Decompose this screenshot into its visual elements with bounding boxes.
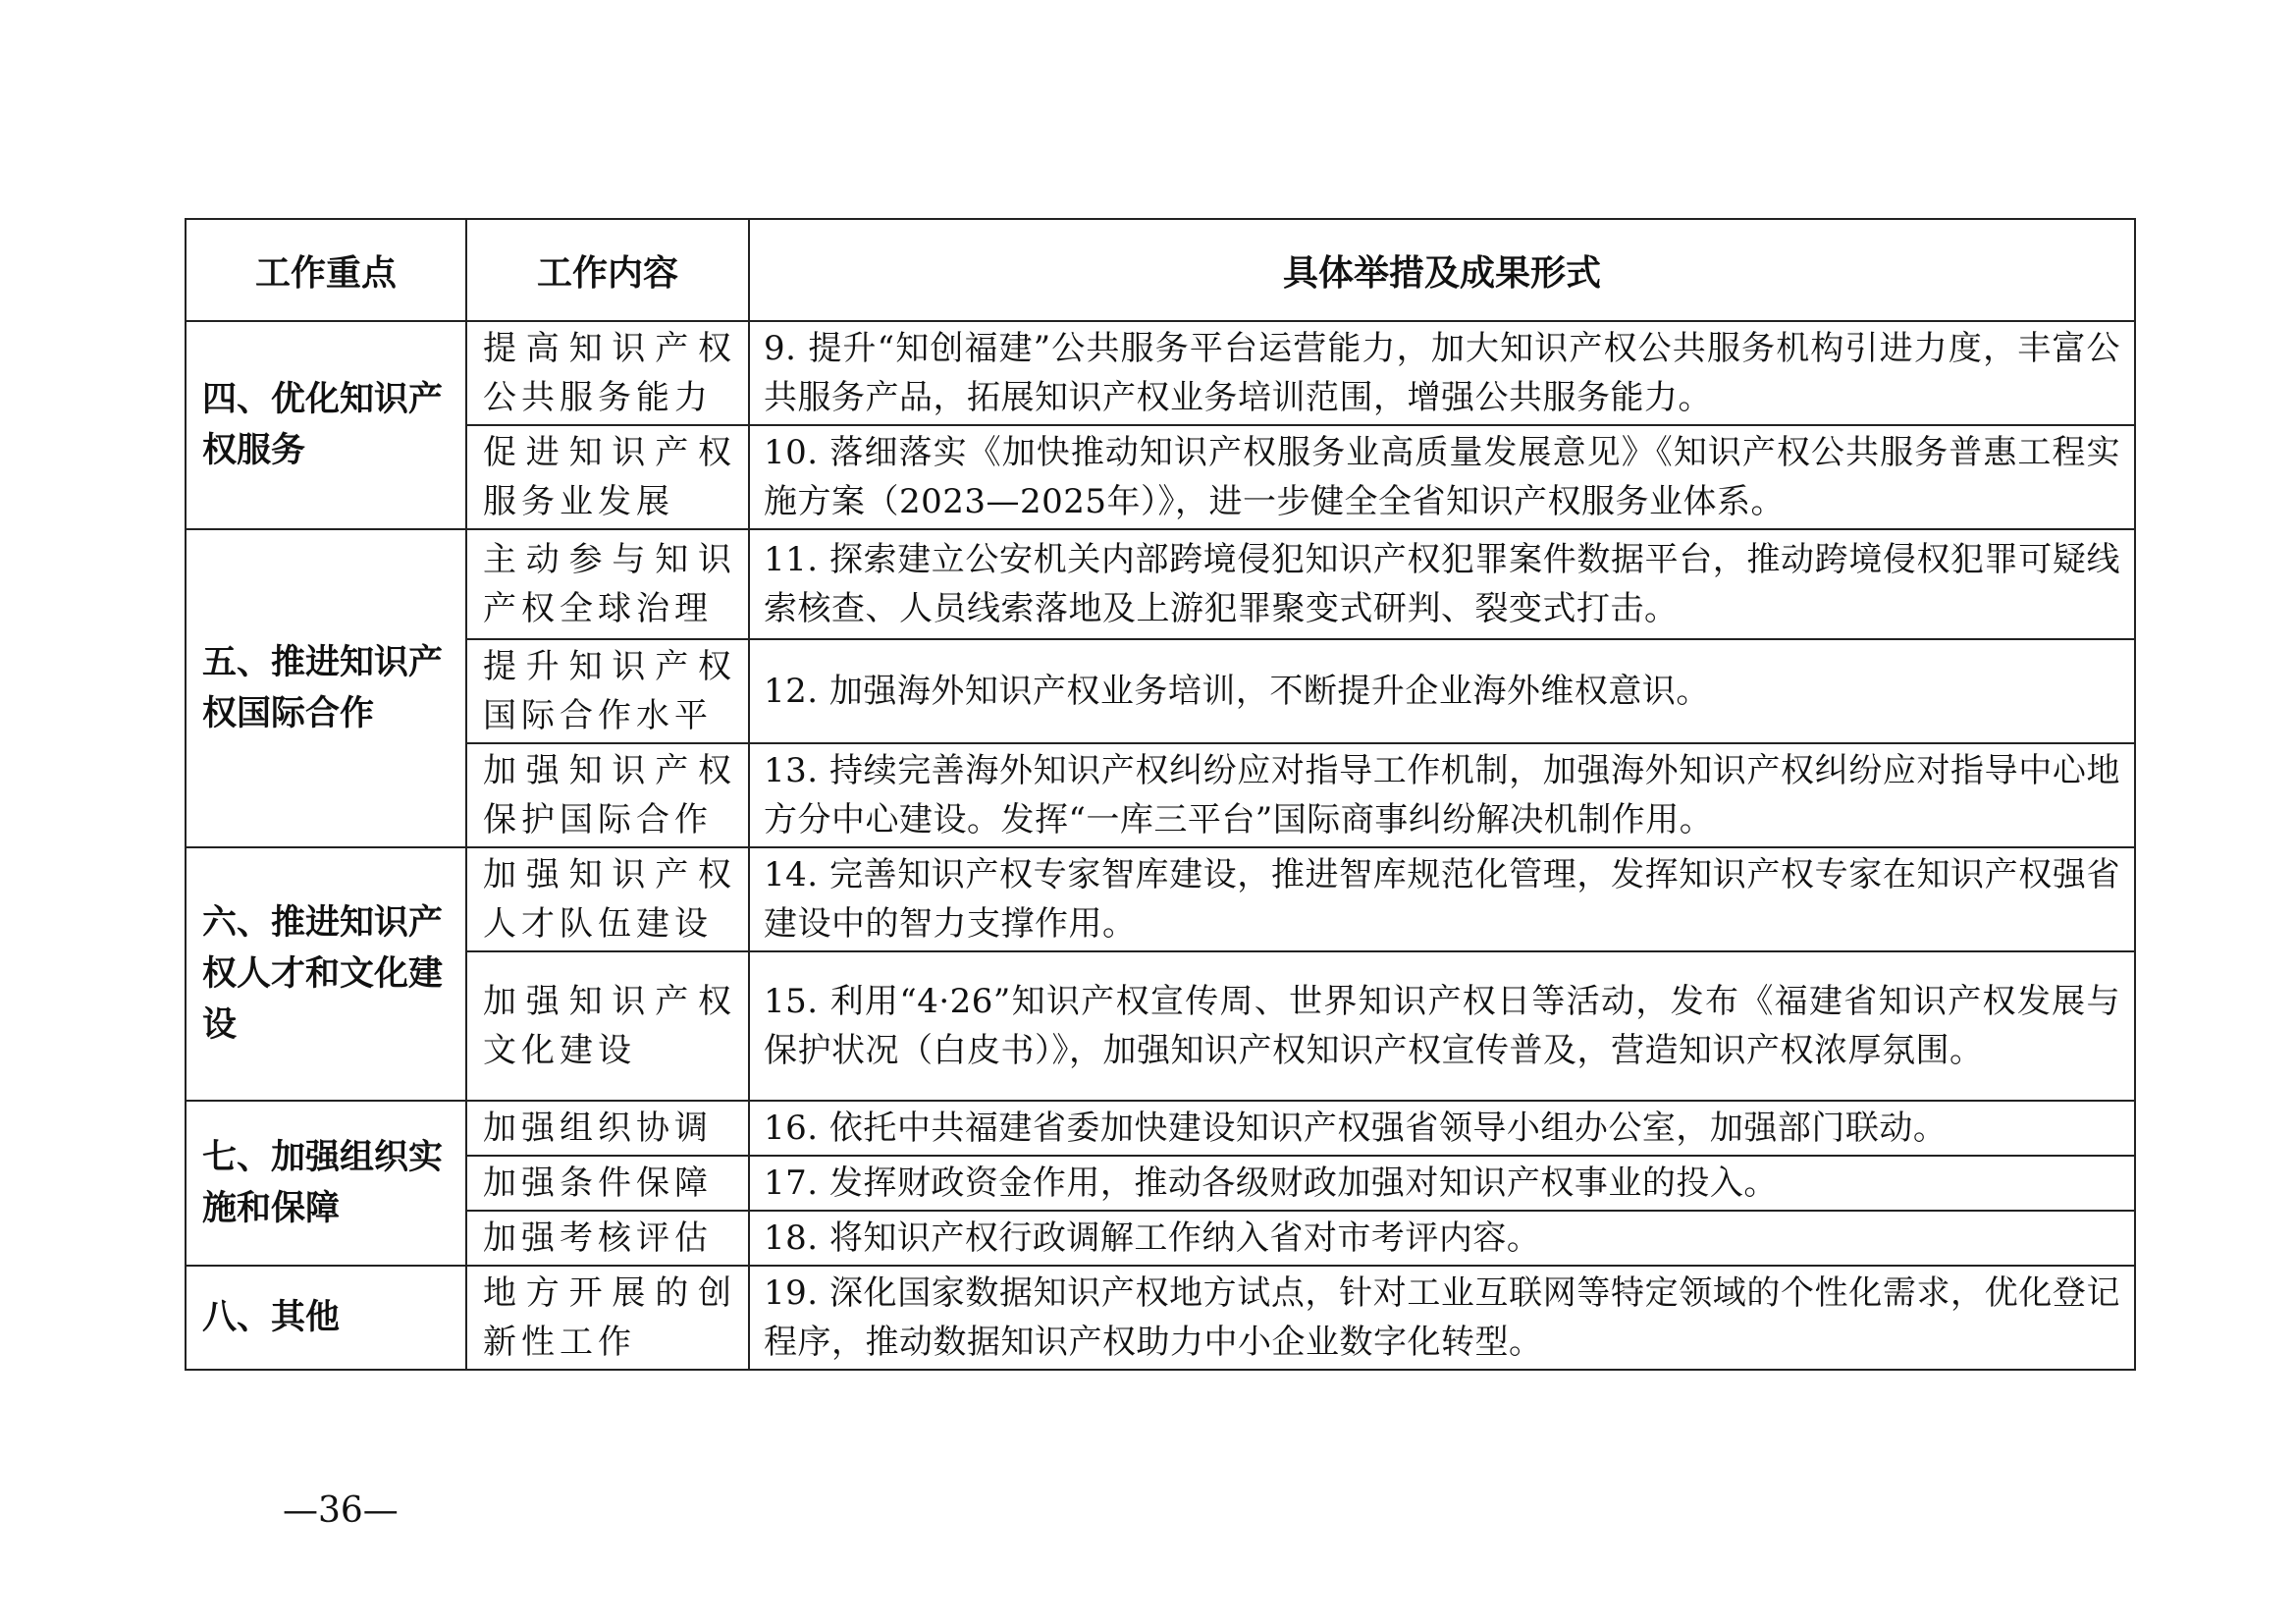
measure-cell: 15. 利用“4·26”知识产权宣传周、世界知识产权日等活动，发布《福建省知识产权发展与保护状况（白皮书）》，加强知识产权知识产权宣传普及，营造知识产权浓厚氛围。 (749, 951, 2135, 1101)
measure-cell: 16. 依托中共福建省委加快建设知识产权强省领导小组办公室，加强部门联动。 (749, 1101, 2135, 1156)
table-row (186, 1101, 2135, 1156)
work-content-cell: 提高知识产权公共服务能力 (466, 321, 749, 425)
measure-cell: 12. 加强海外知识产权业务培训，不断提升企业海外维权意识。 (749, 639, 2135, 743)
header-measures: 具体举措及成果形式 (749, 219, 2135, 321)
work-plan-table (185, 218, 2136, 1371)
work-content-cell: 加强知识产权文化建设 (466, 951, 749, 1101)
work-content-cell: 主动参与知识产权全球治理 (466, 529, 749, 639)
work-content-cell: 加强知识产权人才队伍建设 (466, 847, 749, 951)
table-row (186, 1266, 2135, 1370)
table-row (186, 529, 2135, 639)
measure-cell: 14. 完善知识产权专家智库建设，推进智库规范化管理，发挥知识产权专家在知识产权强省建设中的智力支撑作用。 (749, 847, 2135, 951)
work-content-cell: 促进知识产权服务业发展 (466, 425, 749, 529)
table-row (186, 847, 2135, 951)
work-focus-cell: 八、其他 (186, 1266, 466, 1370)
table-row (186, 743, 2135, 847)
header-work-content: 工作内容 (466, 219, 749, 321)
work-focus-cell: 五、推进知识产权国际合作 (186, 529, 466, 847)
table-row (186, 425, 2135, 529)
work-content-cell: 加强考核评估 (466, 1211, 749, 1266)
header-work-focus: 工作重点 (186, 219, 466, 321)
table-header-row (186, 219, 2135, 321)
work-content-cell: 地方开展的创新性工作 (466, 1266, 749, 1370)
work-content-cell: 加强组织协调 (466, 1101, 749, 1156)
measure-cell: 11. 探索建立公安机关内部跨境侵犯知识产权犯罪案件数据平台，推动跨境侵权犯罪可疑线索核查、人员线索落地及上游犯罪聚变式研判、裂变式打击。 (749, 529, 2135, 639)
work-content-cell: 提升知识产权国际合作水平 (466, 639, 749, 743)
work-content-cell: 加强知识产权保护国际合作 (466, 743, 749, 847)
work-content-cell: 加强条件保障 (466, 1156, 749, 1211)
table-row (186, 1156, 2135, 1211)
measure-cell: 19. 深化国家数据知识产权地方试点，针对工业互联网等特定领域的个性化需求，优化登记程序，推动数据知识产权助力中小企业数字化转型。 (749, 1266, 2135, 1370)
work-focus-cell: 六、推进知识产权人才和文化建设 (186, 847, 466, 1101)
measure-cell: 17. 发挥财政资金作用，推动各级财政加强对知识产权事业的投入。 (749, 1156, 2135, 1211)
work-focus-cell: 四、优化知识产权服务 (186, 321, 466, 529)
table-row (186, 639, 2135, 743)
page-number: —36— (283, 1490, 399, 1531)
measure-cell: 9. 提升“知创福建”公共服务平台运营能力，加大知识产权公共服务机构引进力度，丰富公共服务产品，拓展知识产权业务培训范围，增强公共服务能力。 (749, 321, 2135, 425)
work-focus-cell: 七、加强组织实施和保障 (186, 1101, 466, 1266)
measure-cell: 10. 落细落实《加快推动知识产权服务业高质量发展意见》《知识产权公共服务普惠工程实施方案（2023—2025年）》，进一步健全全省知识产权服务业体系。 (749, 425, 2135, 529)
table-row (186, 1211, 2135, 1266)
measure-cell: 13. 持续完善海外知识产权纠纷应对指导工作机制，加强海外知识产权纠纷应对指导中心地方分中心建设。发挥“一库三平台”国际商事纠纷解决机制作用。 (749, 743, 2135, 847)
measure-cell: 18. 将知识产权行政调解工作纳入省对市考评内容。 (749, 1211, 2135, 1266)
table-row (186, 321, 2135, 425)
table-row (186, 951, 2135, 1101)
